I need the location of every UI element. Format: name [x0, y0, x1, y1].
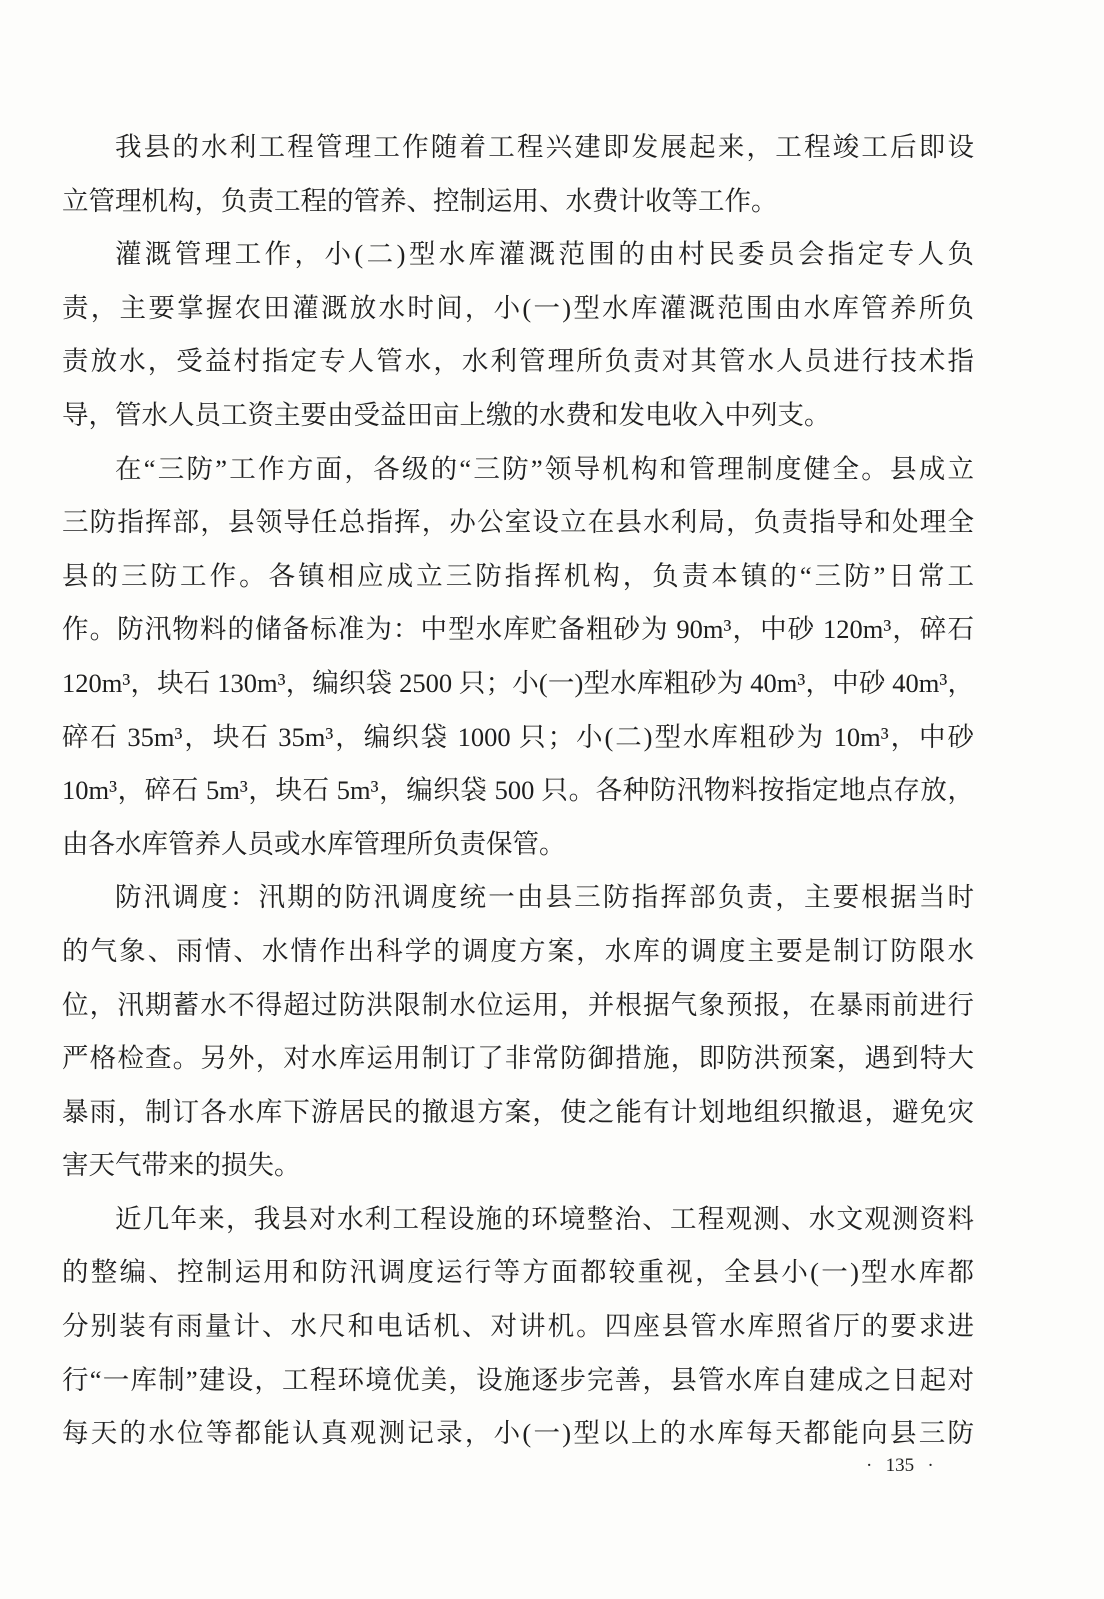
- text-line: 行“一库制”建设，工程环境优美，设施逐步完善，县管水库自建成之日起对: [62, 1364, 974, 1395]
- text-line: 作。防汛物料的储备标准为：中型水库贮备粗砂为 90m³，中砂 120m³，碎石: [62, 614, 974, 645]
- text-line: 县的三防工作。各镇相应成立三防指挥机构，负责本镇的“三防”日常工: [62, 560, 974, 591]
- text-line: 的整编、控制运用和防汛调度运行等方面都较重视，全县小(一)型水库都: [62, 1257, 974, 1288]
- paragraph: [62, 443, 974, 872]
- text-line: 近几年来，我县对水利工程设施的环境整治、工程观测、水文观测资料: [115, 1203, 974, 1234]
- text-line: 害天气带来的损失。: [62, 1150, 301, 1181]
- paragraph: [62, 1193, 974, 1461]
- text-line: 分别装有雨量计、水尺和电话机、对讲机。四座县管水库照省厅的要求进: [62, 1311, 974, 1342]
- text-line: 120m³，块石 130m³，编织袋 2500 只；小(一)型水库粗砂为 40m³，中砂 40m³，: [62, 667, 974, 698]
- paragraph: [62, 228, 974, 442]
- text-line: 立管理机构，负责工程的管养、控制运用、水费计收等工作。: [62, 185, 778, 216]
- text-line: 防汛调度：汛期的防汛调度统一由县三防指挥部负责，主要根据当时: [115, 882, 974, 913]
- text-line: 责放水，受益村指定专人管水，水利管理所负责对其管水人员进行技术指: [62, 346, 974, 377]
- text-line: 的气象、雨情、水情作出科学的调度方案，水库的调度主要是制订防限水: [62, 935, 974, 966]
- paragraph: [62, 121, 974, 228]
- page-number: · 135 ·: [866, 1455, 934, 1476]
- text-line: 灌溉管理工作，小(二)型水库灌溉范围的由村民委员会指定专人负: [115, 239, 974, 270]
- text-line: 责，主要掌握农田灌溉放水时间，小(一)型水库灌溉范围由水库管养所负: [62, 292, 974, 323]
- text-line: 暴雨，制订各水库下游居民的撤退方案，使之能有计划地组织撤退，避免灾: [62, 1096, 974, 1127]
- paragraph: [62, 871, 974, 1193]
- text-line: 我县的水利工程管理工作随着工程兴建即发展起来，工程竣工后即设: [115, 132, 974, 162]
- text-line: 每天的水位等都能认真观测记录，小(一)型以上的水库每天都能向县三防: [62, 1418, 974, 1449]
- text-line: 位，汛期蓄水不得超过防洪限制水位运用，并根据气象预报，在暴雨前进行: [62, 989, 974, 1020]
- body-text: [62, 121, 974, 1461]
- text-line: 由各水库管养人员或水库管理所负责保管。: [62, 828, 566, 859]
- text-line: 严格检查。另外，对水库运用制订了非常防御措施，即防洪预案，遇到特大: [62, 1043, 974, 1074]
- text-line: 碎石 35m³，块石 35m³，编织袋 1000 只；小(二)型水库粗砂为 10m³，中砂: [62, 721, 974, 752]
- text-line: 在“三防”工作方面，各级的“三防”领导机构和管理制度健全。县成立: [115, 453, 974, 484]
- text-line: 导，管水人员工资主要由受益田亩上缴的水费和发电收入中列支。: [62, 399, 831, 430]
- text-line: 三防指挥部，县领导任总指挥，办公室设立在县水利局，负责指导和处理全: [62, 507, 974, 538]
- text-line: 10m³，碎石 5m³，块石 5m³，编织袋 500 只。各种防汛物料按指定地点存放，: [62, 775, 974, 806]
